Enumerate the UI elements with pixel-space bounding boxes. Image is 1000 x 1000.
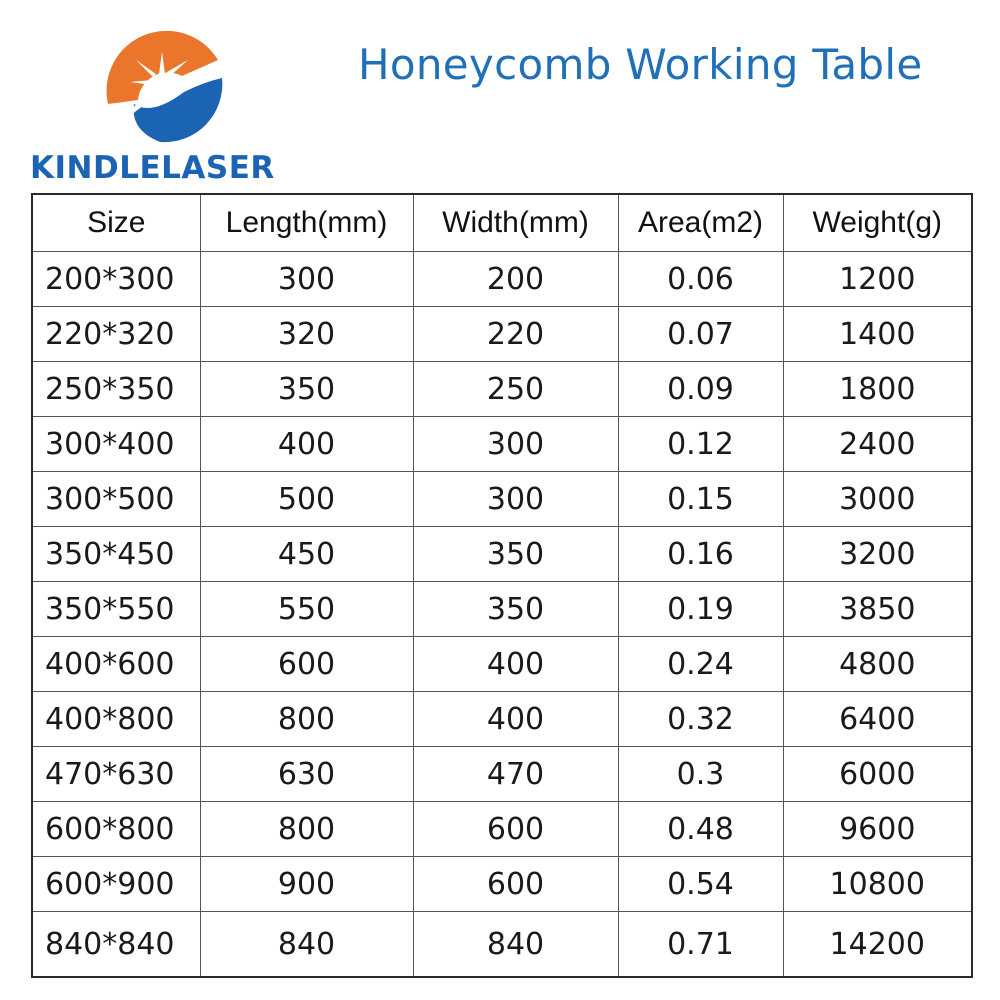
cell-length: 840 xyxy=(200,912,413,978)
cell-width: 250 xyxy=(413,362,618,417)
cell-width: 600 xyxy=(413,857,618,912)
cell-weight: 14200 xyxy=(783,912,972,978)
header-size: Size xyxy=(32,194,200,252)
cell-area: 0.54 xyxy=(618,857,783,912)
cell-width: 840 xyxy=(413,912,618,978)
cell-size: 600*900 xyxy=(32,857,200,912)
page-title: Honeycomb Working Table xyxy=(358,40,923,89)
cell-width: 350 xyxy=(413,582,618,637)
cell-weight: 6400 xyxy=(783,692,972,747)
cell-length: 500 xyxy=(200,472,413,527)
cell-length: 800 xyxy=(200,802,413,857)
cell-area: 0.12 xyxy=(618,417,783,472)
table-row xyxy=(32,637,972,692)
cell-length: 900 xyxy=(200,857,413,912)
table-row xyxy=(32,802,972,857)
cell-width: 470 xyxy=(413,747,618,802)
table-row xyxy=(32,362,972,417)
header-width: Width(mm) xyxy=(413,194,618,252)
header-weight: Weight(g) xyxy=(783,194,972,252)
table-header-row xyxy=(32,194,972,252)
cell-size: 840*840 xyxy=(32,912,200,978)
spec-table xyxy=(31,193,973,978)
cell-length: 300 xyxy=(200,252,413,307)
table-row xyxy=(32,417,972,472)
cell-weight: 1200 xyxy=(783,252,972,307)
cell-area: 0.16 xyxy=(618,527,783,582)
cell-area: 0.24 xyxy=(618,637,783,692)
cell-size: 350*550 xyxy=(32,582,200,637)
cell-size: 300*500 xyxy=(32,472,200,527)
table-row xyxy=(32,747,972,802)
cell-width: 300 xyxy=(413,417,618,472)
cell-length: 600 xyxy=(200,637,413,692)
cell-weight: 9600 xyxy=(783,802,972,857)
cell-length: 320 xyxy=(200,307,413,362)
cell-size: 300*400 xyxy=(32,417,200,472)
cell-width: 400 xyxy=(413,637,618,692)
table-row xyxy=(32,582,972,637)
cell-weight: 1400 xyxy=(783,307,972,362)
cell-length: 350 xyxy=(200,362,413,417)
cell-size: 400*600 xyxy=(32,637,200,692)
cell-weight: 2400 xyxy=(783,417,972,472)
brand-name: KINDLELASER xyxy=(30,150,275,186)
table-row xyxy=(32,527,972,582)
cell-weight: 3000 xyxy=(783,472,972,527)
cell-area: 0.19 xyxy=(618,582,783,637)
cell-length: 400 xyxy=(200,417,413,472)
cell-area: 0.06 xyxy=(618,252,783,307)
cell-weight: 3200 xyxy=(783,527,972,582)
cell-weight: 1800 xyxy=(783,362,972,417)
table-row xyxy=(32,692,972,747)
cell-area: 0.15 xyxy=(618,472,783,527)
cell-size: 350*450 xyxy=(32,527,200,582)
cell-size: 470*630 xyxy=(32,747,200,802)
cell-width: 350 xyxy=(413,527,618,582)
cell-size: 200*300 xyxy=(32,252,200,307)
cell-width: 300 xyxy=(413,472,618,527)
cell-weight: 6000 xyxy=(783,747,972,802)
table-row xyxy=(32,472,972,527)
cell-width: 400 xyxy=(413,692,618,747)
table-row xyxy=(32,252,972,307)
cell-area: 0.71 xyxy=(618,912,783,978)
cell-weight: 4800 xyxy=(783,637,972,692)
cell-size: 250*350 xyxy=(32,362,200,417)
cell-length: 800 xyxy=(200,692,413,747)
cell-area: 0.32 xyxy=(618,692,783,747)
cell-area: 0.07 xyxy=(618,307,783,362)
header-area: Area(m2) xyxy=(618,194,783,252)
cell-weight: 3850 xyxy=(783,582,972,637)
cell-area: 0.48 xyxy=(618,802,783,857)
cell-area: 0.09 xyxy=(618,362,783,417)
cell-length: 630 xyxy=(200,747,413,802)
header-length: Length(mm) xyxy=(200,194,413,252)
table-row xyxy=(32,307,972,362)
cell-area: 0.3 xyxy=(618,747,783,802)
cell-width: 220 xyxy=(413,307,618,362)
cell-weight: 10800 xyxy=(783,857,972,912)
cell-length: 550 xyxy=(200,582,413,637)
cell-size: 220*320 xyxy=(32,307,200,362)
cell-size: 600*800 xyxy=(32,802,200,857)
cell-width: 600 xyxy=(413,802,618,857)
kindlelaser-logo-icon xyxy=(100,30,230,150)
cell-size: 400*800 xyxy=(32,692,200,747)
cell-length: 450 xyxy=(200,527,413,582)
cell-width: 200 xyxy=(413,252,618,307)
table-row xyxy=(32,857,972,912)
table-row xyxy=(32,912,972,978)
